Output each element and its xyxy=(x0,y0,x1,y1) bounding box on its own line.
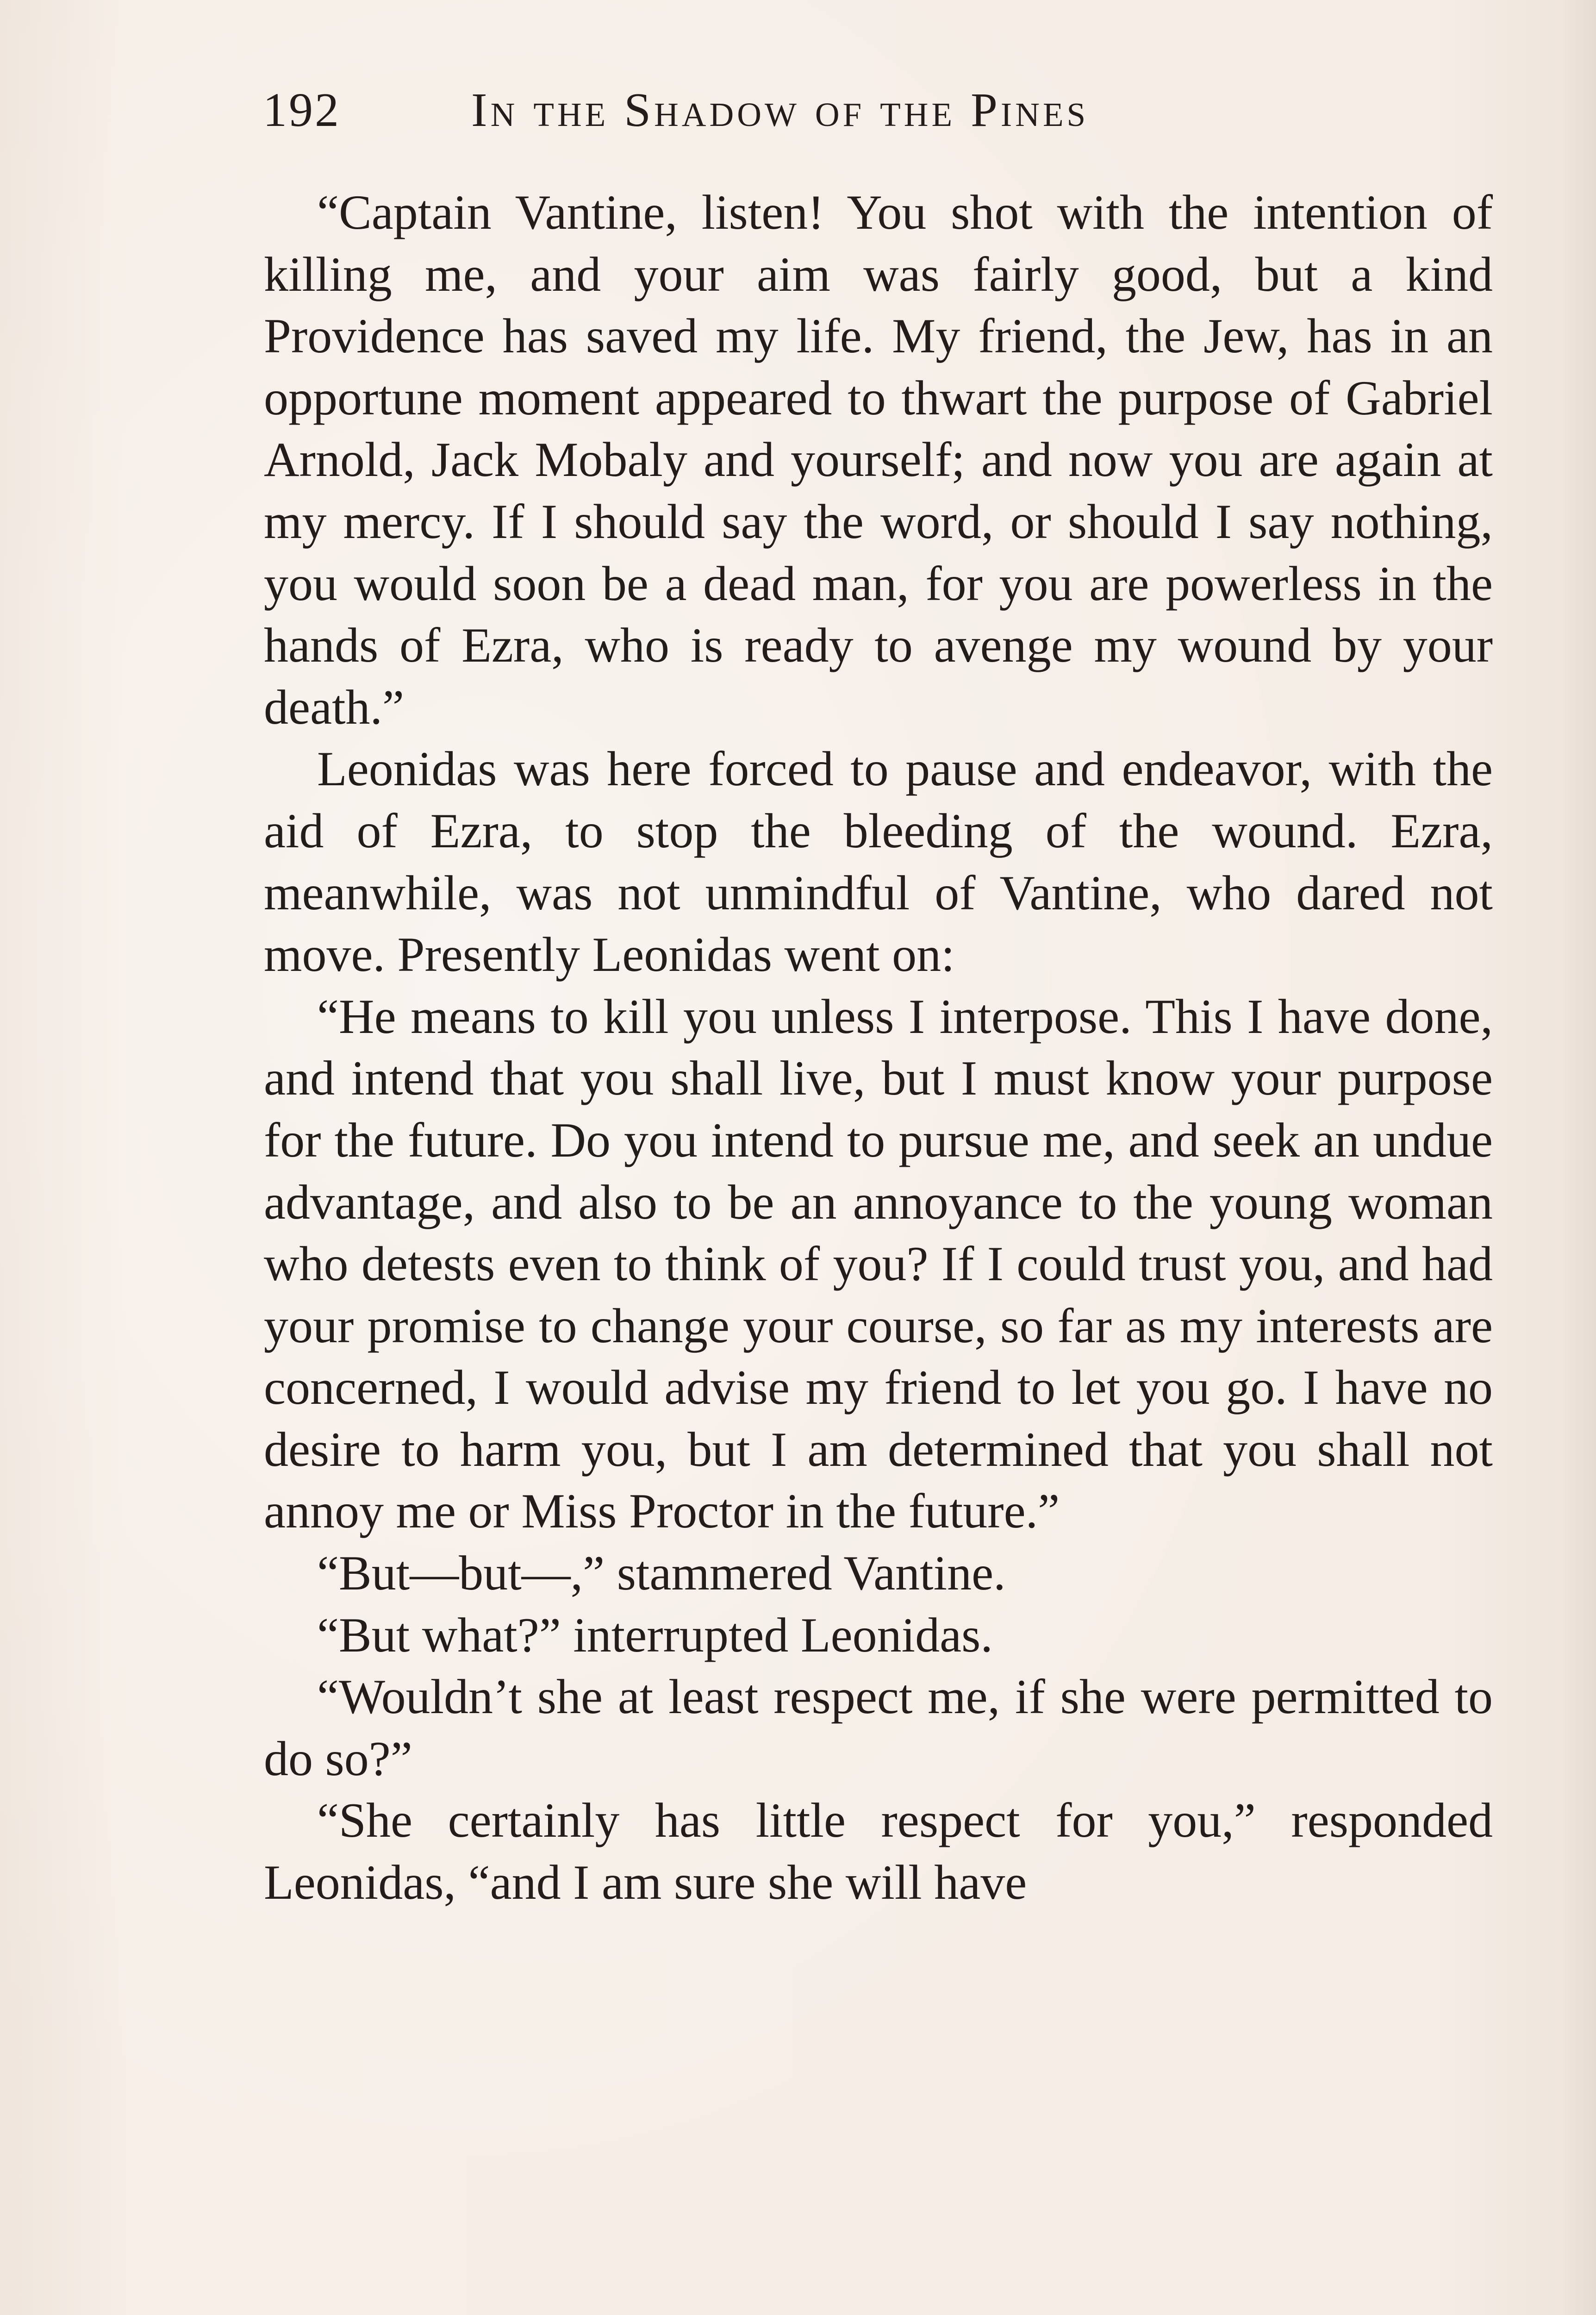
page-edge-shadow xyxy=(1564,0,1596,2315)
running-header xyxy=(263,78,1281,143)
paragraph: “But what?” interrupted Leonidas. xyxy=(317,1608,993,1662)
running-title: In the Shadow of the Pines xyxy=(471,83,1089,137)
page-number: 192 xyxy=(263,83,341,137)
paragraph: “Wouldn’t she at least respect me, if she were permitted to do so?” xyxy=(264,1670,1493,1786)
paragraph: “She certainly has little respect for you,” responded Leonidas, “and I am sure she will have xyxy=(264,1793,1493,1910)
body-text xyxy=(264,181,1493,1914)
paragraph: Leonidas was here forced to pause and endeavor, with the aid of Ezra, to stop the bleeding of the wound. Ezra, meanwhile, was not unmindful of Vantine, who dared not move. Presently Leonidas went on: xyxy=(264,742,1493,982)
paragraph: “He means to kill you unless I interpose. This I have done, and intend that you shall live, but I must know your purpose for the future. Do you intend to pursue me, and seek an undue advantage, and also to be an annoyance to the young woman who detests even to think of you? If I could trust you, and had your promise to change your course, so far as my interests are concerned, I would advise my friend to let you go. I have no desire to harm you, but I am determined that you shall not annoy me or Miss Proctor in the future.” xyxy=(264,989,1493,1539)
paragraph: “Captain Vantine, listen! You shot with the intention of killing me, and your aim was fairly good, but a kind Providence has saved my life. My friend, the Jew, has in an opportune moment appeared to thwart the purpose of Gabriel Arnold, Jack Mobaly and yourself; and now you are again at my mercy. If I should say the word, or should I say nothing, you would soon be a dead man, for you are powerless in the hands of Ezra, who is ready to avenge my wound by your death.” xyxy=(264,185,1493,734)
paragraph: “But—but—,” stammered Vantine. xyxy=(317,1546,1006,1601)
